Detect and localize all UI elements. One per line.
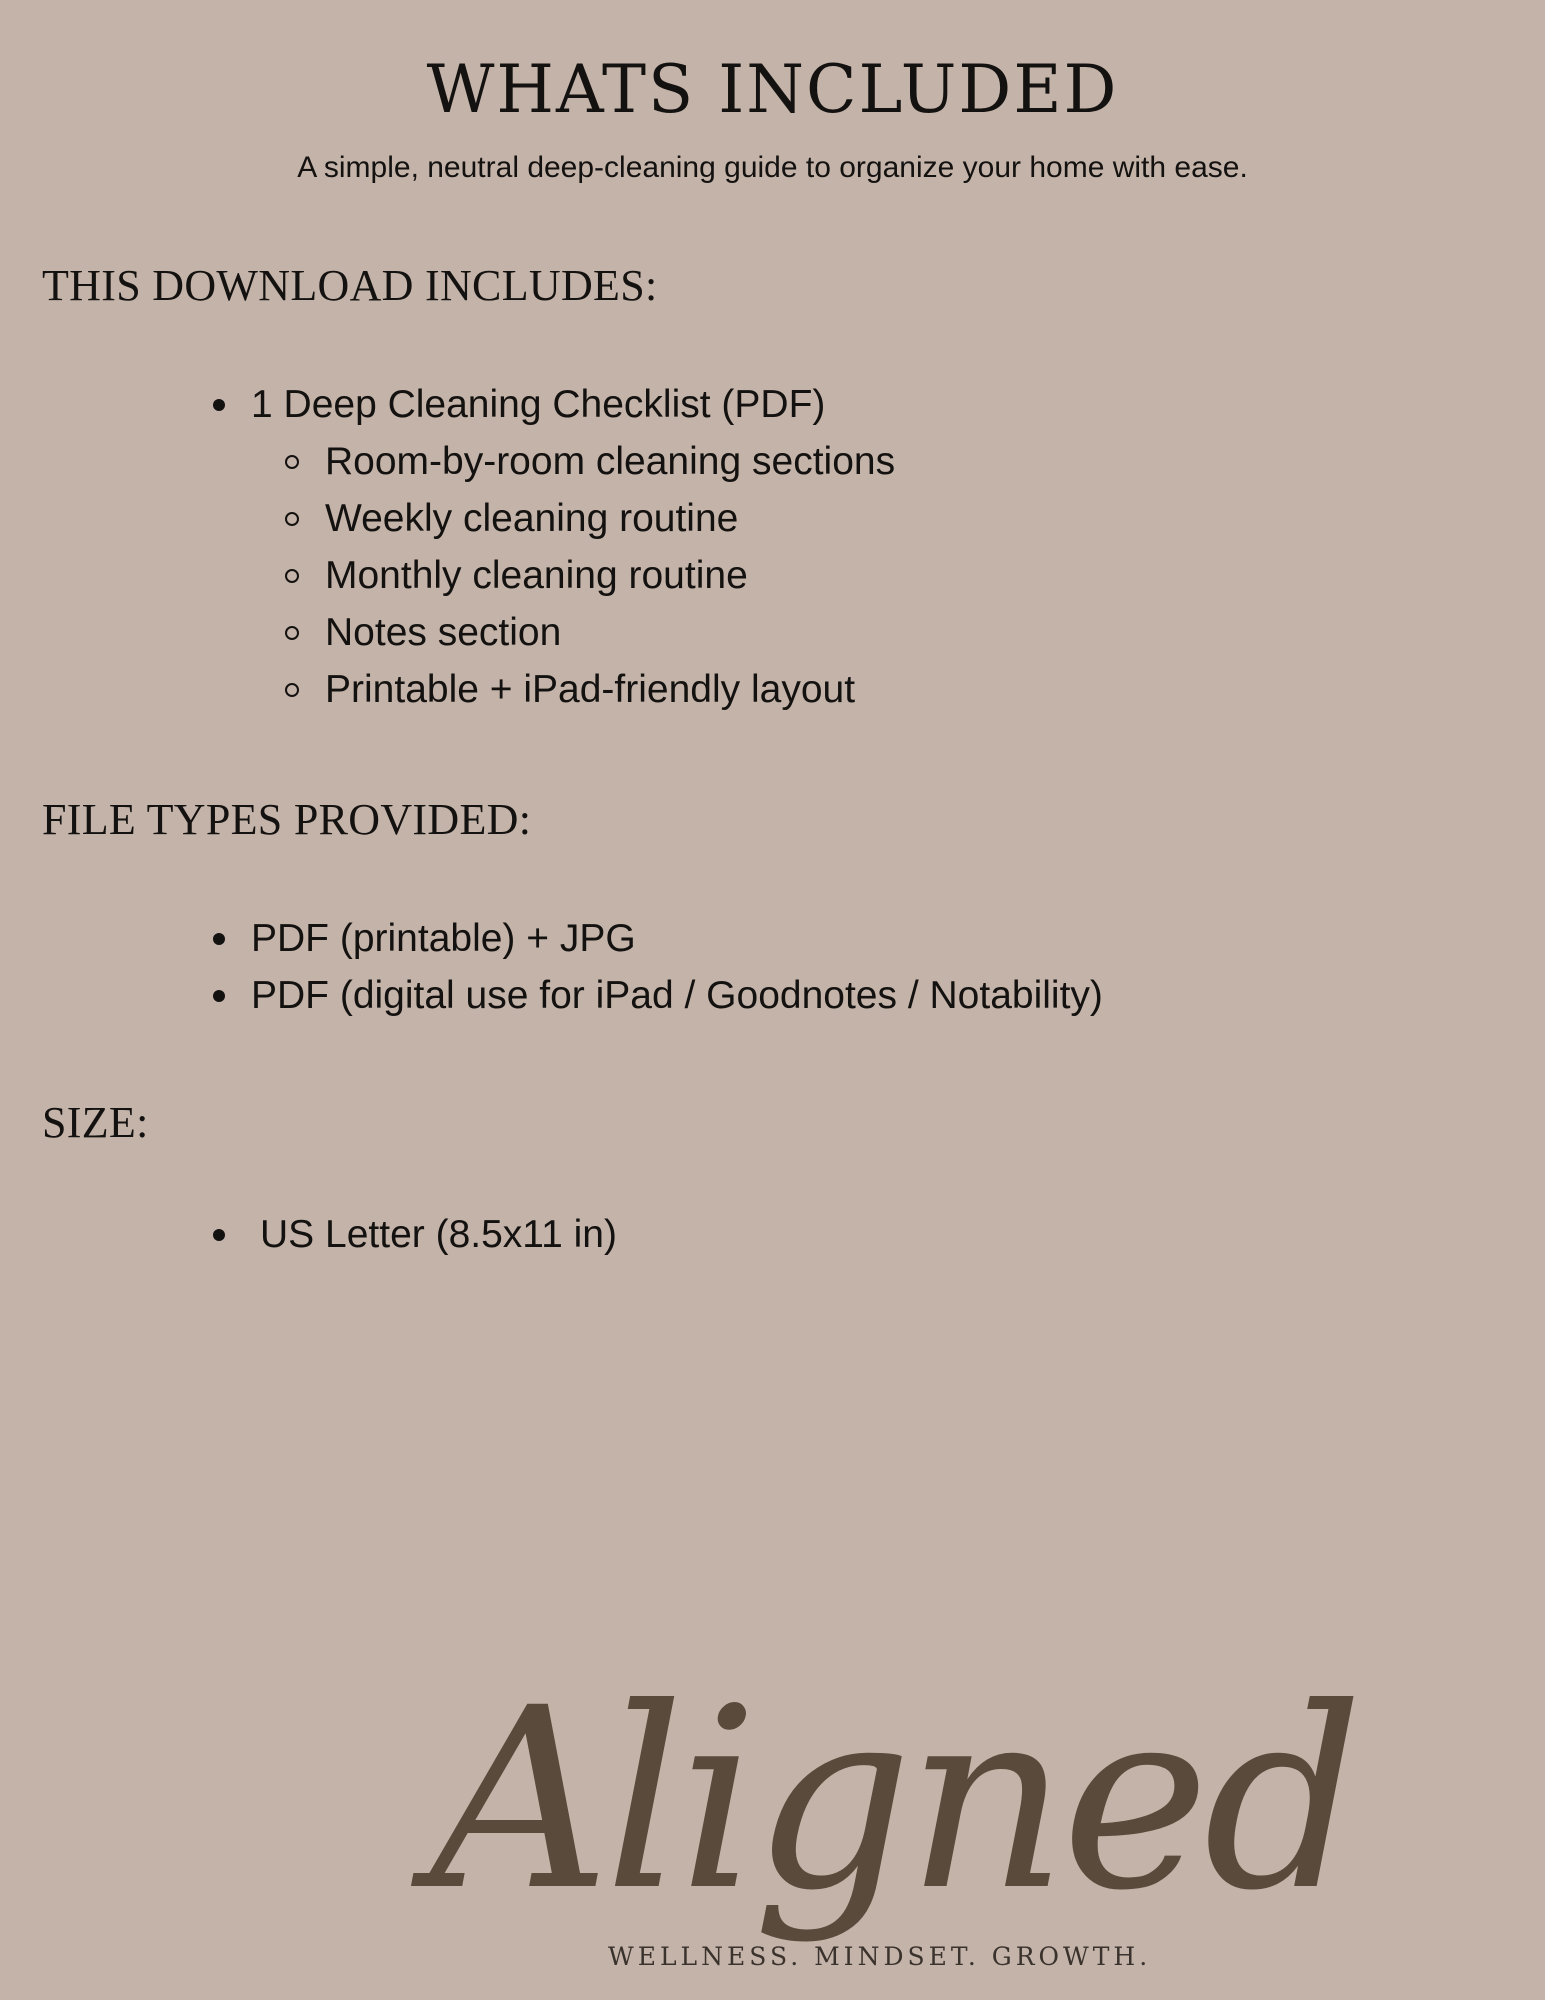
list-subitem-text: Notes section bbox=[325, 611, 562, 654]
bullet-disc-icon bbox=[213, 990, 225, 1002]
section-heading-file-types: FILE TYPES PROVIDED: bbox=[42, 795, 532, 844]
brand-logo bbox=[430, 1640, 1358, 1980]
bullet-disc-icon bbox=[213, 933, 225, 945]
section-heading-download-includes: THIS DOWNLOAD INCLUDES: bbox=[42, 261, 658, 310]
bullet-circle-icon bbox=[285, 512, 299, 526]
bullet-circle-icon bbox=[285, 569, 299, 583]
brand-tagline: WELLNESS. MINDSET. GROWTH. bbox=[608, 1942, 1152, 1971]
list-item-text: 1 Deep Cleaning Checklist (PDF) bbox=[251, 383, 826, 426]
bullet-circle-icon bbox=[285, 455, 299, 469]
section-heading-size: SIZE: bbox=[42, 1098, 149, 1147]
list-subitem-text: Weekly cleaning routine bbox=[325, 497, 739, 540]
bullet-disc-icon bbox=[213, 399, 225, 411]
list-subitem-text: Printable + iPad-friendly layout bbox=[325, 668, 856, 711]
bullet-circle-icon bbox=[285, 626, 299, 640]
list-subitem-text: Monthly cleaning routine bbox=[325, 554, 748, 597]
bullet-circle-icon bbox=[285, 683, 299, 697]
list-item-text: PDF (printable) + JPG bbox=[251, 917, 636, 960]
list-item-text: US Letter (8.5x11 in) bbox=[260, 1213, 617, 1256]
page-title: WHATS INCLUDED bbox=[426, 51, 1119, 128]
logo-wordmark: Aligned bbox=[430, 1654, 1358, 1945]
bullet-disc-icon bbox=[213, 1229, 225, 1241]
list-item-text: PDF (digital use for iPad / Goodnotes / Notability) bbox=[251, 974, 1103, 1017]
page-subtitle: A simple, neutral deep-cleaning guide to organize your home with ease. bbox=[297, 151, 1248, 184]
list-subitem-text: Room-by-room cleaning sections bbox=[325, 440, 896, 483]
